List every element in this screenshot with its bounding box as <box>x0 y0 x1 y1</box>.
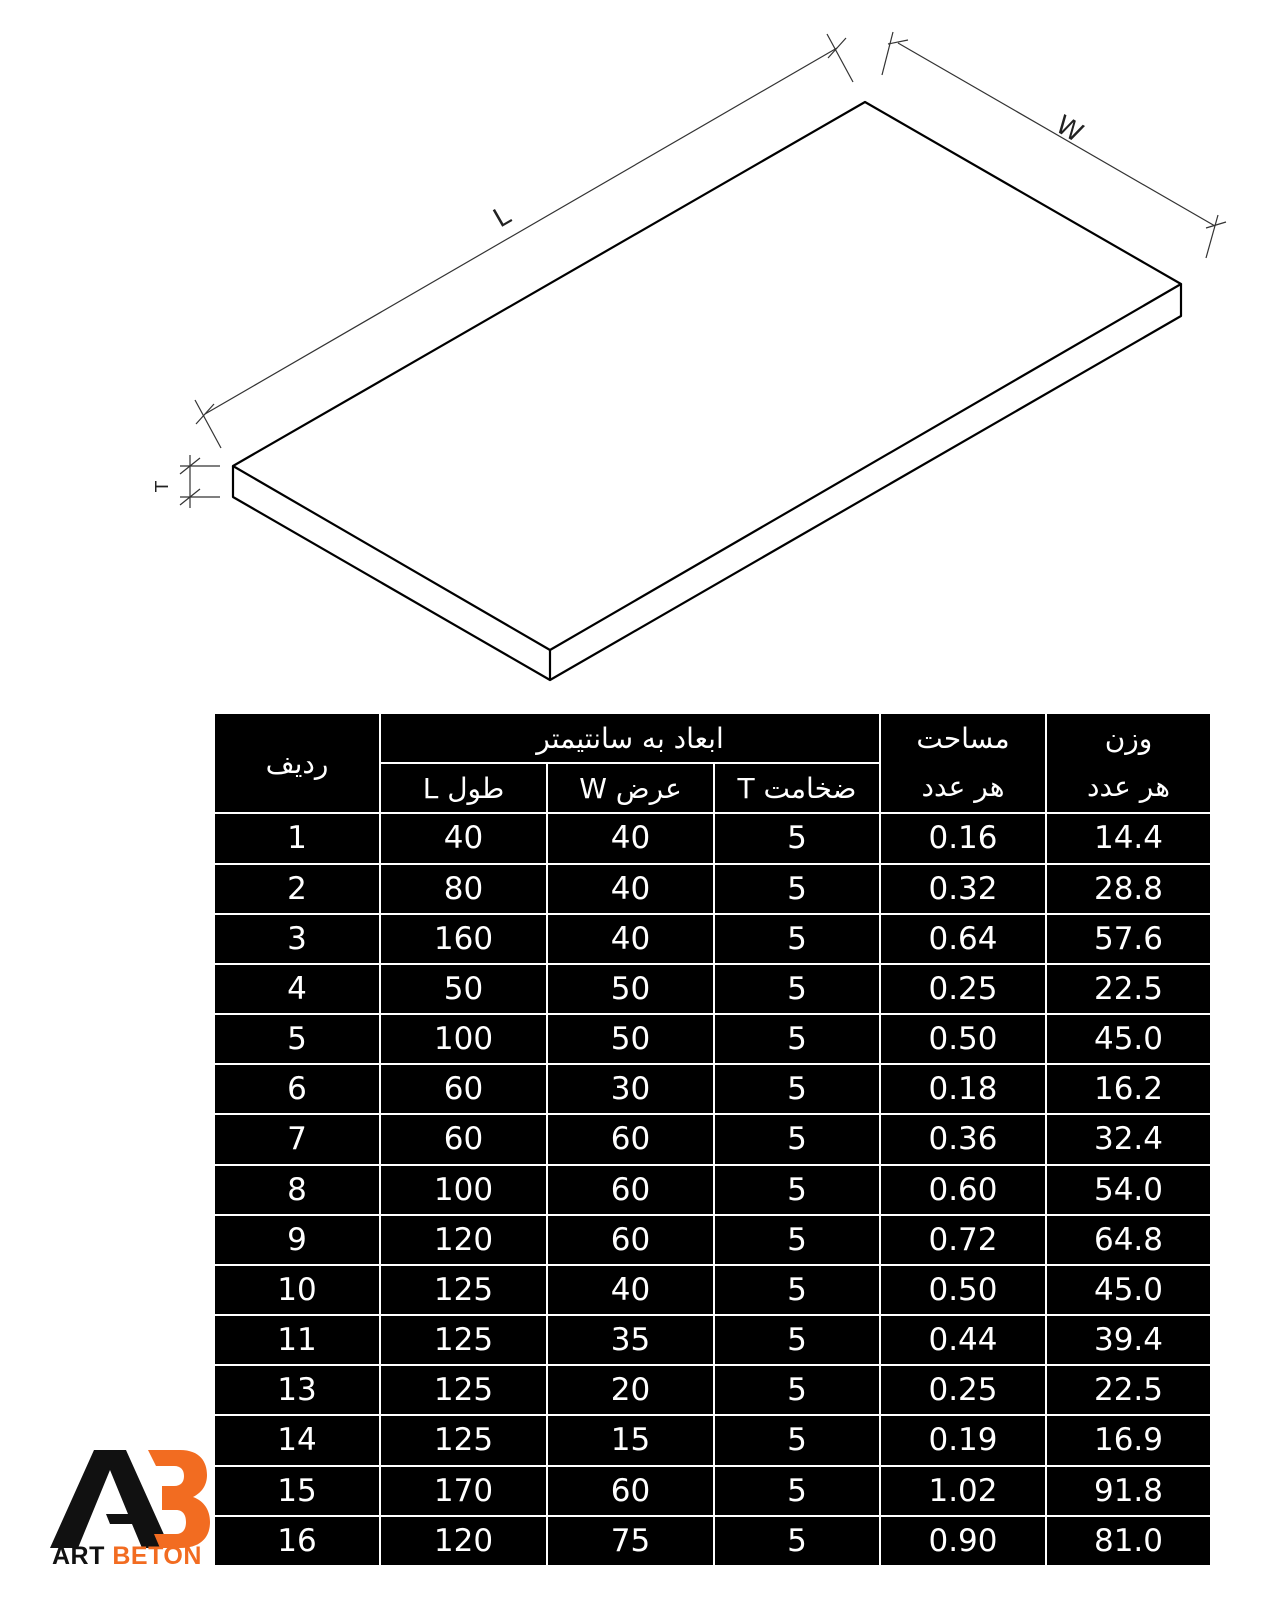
cell-width: 20 <box>547 1365 714 1415</box>
cell-row-number: 10 <box>214 1265 380 1315</box>
cell-length: 60 <box>380 1064 547 1114</box>
cell-thickness: 5 <box>714 1064 880 1114</box>
cell-area: 0.50 <box>880 1265 1046 1315</box>
cell-thickness: 5 <box>714 1014 880 1064</box>
cell-area: 0.60 <box>880 1165 1046 1215</box>
cell-length: 170 <box>380 1466 547 1516</box>
cell-thickness: 5 <box>714 964 880 1014</box>
table-row <box>214 1215 1211 1265</box>
table-row <box>214 1165 1211 1215</box>
dimension-thickness <box>180 455 220 508</box>
cell-width: 30 <box>547 1064 714 1114</box>
cell-area: 0.64 <box>880 914 1046 964</box>
cell-area: 0.16 <box>880 813 1046 863</box>
cell-length: 50 <box>380 964 547 1014</box>
cell-length: 60 <box>380 1114 547 1164</box>
header-area-line1: مساحت <box>916 722 1010 756</box>
cell-weight: 54.0 <box>1046 1165 1211 1215</box>
table-row <box>214 1064 1211 1114</box>
table-row <box>214 1014 1211 1064</box>
cell-row-number: 16 <box>214 1516 380 1566</box>
cell-thickness: 5 <box>714 1415 880 1465</box>
table-row <box>214 964 1211 1014</box>
cell-length: 120 <box>380 1516 547 1566</box>
cell-weight: 91.8 <box>1046 1466 1211 1516</box>
cell-weight: 57.6 <box>1046 914 1211 964</box>
cell-thickness: 5 <box>714 1516 880 1566</box>
cell-width: 40 <box>547 813 714 863</box>
header-width: عرض W <box>547 763 714 813</box>
cell-thickness: 5 <box>714 1215 880 1265</box>
cell-area: 0.72 <box>880 1215 1046 1265</box>
table-row <box>214 813 1211 863</box>
cell-area: 0.44 <box>880 1315 1046 1365</box>
cell-row-number: 7 <box>214 1114 380 1164</box>
cell-row-number: 3 <box>214 914 380 964</box>
cell-width: 15 <box>547 1415 714 1465</box>
cell-row-number: 14 <box>214 1415 380 1465</box>
cell-area: 0.25 <box>880 1365 1046 1415</box>
cell-length: 100 <box>380 1014 547 1064</box>
cell-row-number: 11 <box>214 1315 380 1365</box>
cell-width: 60 <box>547 1215 714 1265</box>
cell-area: 0.32 <box>880 864 1046 914</box>
cell-thickness: 5 <box>714 1165 880 1215</box>
cell-width: 50 <box>547 964 714 1014</box>
cell-row-number: 5 <box>214 1014 380 1064</box>
cell-length: 120 <box>380 1215 547 1265</box>
header-length: طول L <box>380 763 547 813</box>
cell-thickness: 5 <box>714 1114 880 1164</box>
cell-weight: 64.8 <box>1046 1215 1211 1265</box>
cell-width: 60 <box>547 1466 714 1516</box>
cell-area: 0.36 <box>880 1114 1046 1164</box>
spec-table <box>213 712 1212 1567</box>
cell-weight: 22.5 <box>1046 1365 1211 1415</box>
cell-weight: 14.4 <box>1046 813 1211 863</box>
cell-row-number: 8 <box>214 1165 380 1215</box>
cell-thickness: 5 <box>714 864 880 914</box>
cell-width: 50 <box>547 1014 714 1064</box>
cell-thickness: 5 <box>714 1265 880 1315</box>
cell-row-number: 15 <box>214 1466 380 1516</box>
table-header-row <box>214 713 1211 763</box>
cell-weight: 28.8 <box>1046 864 1211 914</box>
thickness-label: T <box>152 481 173 492</box>
cell-length: 125 <box>380 1365 547 1415</box>
table-row <box>214 1516 1211 1566</box>
cell-weight: 39.4 <box>1046 1315 1211 1365</box>
length-label: L <box>488 200 517 235</box>
cell-width: 60 <box>547 1114 714 1164</box>
cell-weight: 81.0 <box>1046 1516 1211 1566</box>
cell-width: 40 <box>547 864 714 914</box>
header-weight-line2: هر عدد <box>1087 770 1170 804</box>
cell-thickness: 5 <box>714 914 880 964</box>
width-label: W <box>1050 110 1088 149</box>
cell-length: 160 <box>380 914 547 964</box>
cell-length: 100 <box>380 1165 547 1215</box>
table-row <box>214 1466 1211 1516</box>
cell-thickness: 5 <box>714 1466 880 1516</box>
header-area <box>880 713 1046 813</box>
cell-width: 40 <box>547 1265 714 1315</box>
cell-length: 125 <box>380 1315 547 1365</box>
cell-weight: 22.5 <box>1046 964 1211 1014</box>
cell-width: 75 <box>547 1516 714 1566</box>
table-row <box>214 1315 1211 1365</box>
cell-row-number: 1 <box>214 813 380 863</box>
slab-outline <box>233 102 1181 680</box>
cell-weight: 16.9 <box>1046 1415 1211 1465</box>
cell-width: 35 <box>547 1315 714 1365</box>
slab-drawing <box>0 0 1280 700</box>
header-weight-line1: وزن <box>1104 722 1153 756</box>
cell-thickness: 5 <box>714 1315 880 1365</box>
table-row <box>214 914 1211 964</box>
cell-weight: 32.4 <box>1046 1114 1211 1164</box>
table-row <box>214 864 1211 914</box>
header-row-number: ردیف <box>214 713 380 813</box>
table-row <box>214 1365 1211 1415</box>
table-row <box>214 1265 1211 1315</box>
header-thickness: ضخامت T <box>714 763 880 813</box>
cell-area: 0.18 <box>880 1064 1046 1114</box>
cell-row-number: 2 <box>214 864 380 914</box>
cell-length: 80 <box>380 864 547 914</box>
table-body <box>214 813 1211 1566</box>
cell-width: 40 <box>547 914 714 964</box>
logo-word-beton: BETON <box>112 1542 202 1570</box>
cell-area: 0.90 <box>880 1516 1046 1566</box>
cell-weight: 45.0 <box>1046 1265 1211 1315</box>
cell-width: 60 <box>547 1165 714 1215</box>
cell-thickness: 5 <box>714 1365 880 1415</box>
cell-length: 40 <box>380 813 547 863</box>
cell-area: 0.19 <box>880 1415 1046 1465</box>
logo-a-shape <box>50 1450 170 1548</box>
header-weight <box>1046 713 1211 813</box>
cell-weight: 45.0 <box>1046 1014 1211 1064</box>
table-row <box>214 1415 1211 1465</box>
cell-row-number: 9 <box>214 1215 380 1265</box>
cell-length: 125 <box>380 1415 547 1465</box>
cell-length: 125 <box>380 1265 547 1315</box>
cell-thickness: 5 <box>714 813 880 863</box>
logo-text <box>52 1542 202 1571</box>
cell-row-number: 6 <box>214 1064 380 1114</box>
cell-weight: 16.2 <box>1046 1064 1211 1114</box>
cell-row-number: 13 <box>214 1365 380 1415</box>
cell-area: 0.50 <box>880 1014 1046 1064</box>
header-area-line2: هر عدد <box>921 770 1005 804</box>
cell-area: 1.02 <box>880 1466 1046 1516</box>
logo-word-art: ART <box>52 1542 105 1570</box>
table-row <box>214 1114 1211 1164</box>
cell-row-number: 4 <box>214 964 380 1014</box>
header-dimensions-group: ابعاد به سانتیمتر <box>380 713 880 763</box>
cell-area: 0.25 <box>880 964 1046 1014</box>
